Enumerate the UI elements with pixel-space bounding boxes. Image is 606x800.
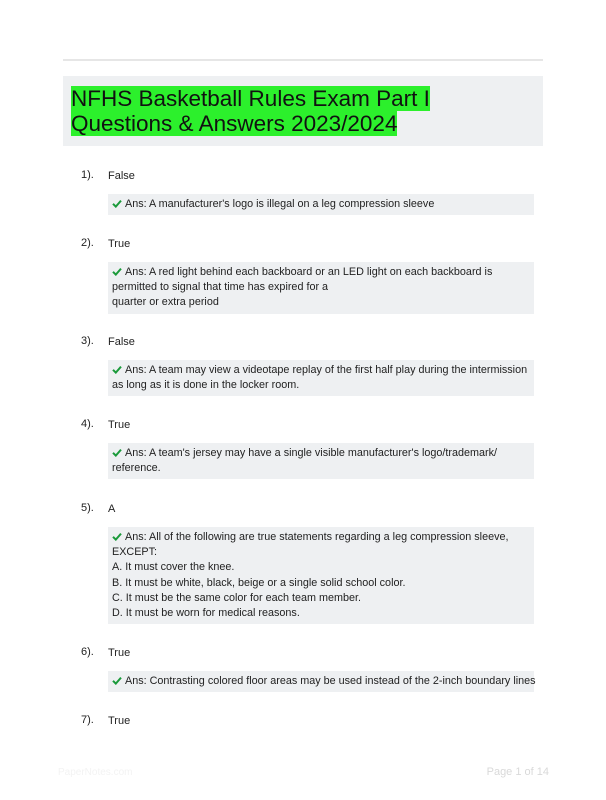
- question-number: 7).: [81, 714, 94, 726]
- checkmark-icon: [112, 365, 122, 374]
- answer-box: [108, 194, 534, 215]
- question-answer: A: [108, 503, 116, 515]
- question-number: 4).: [81, 418, 94, 430]
- answer-line: D. It must be worn for medical reasons.: [112, 607, 300, 620]
- answer-line: Ans: A manufacturer's logo is illegal on a leg compression sleeve: [112, 197, 530, 212]
- checkmark-icon: [112, 676, 122, 685]
- answer-box: [108, 671, 534, 692]
- answer-box: [108, 443, 534, 479]
- answer-box: [108, 262, 534, 314]
- answer-line: permitted to signal that time has expired for a: [112, 281, 329, 294]
- answer-line: as long as it is done in the locker room.: [112, 379, 300, 392]
- answer-line: Ans: Contrasting colored floor areas may be used instead of the 2-inch boundary lines: [112, 674, 530, 689]
- checkmark-icon: [112, 532, 122, 541]
- question-answer: False: [108, 170, 135, 182]
- question-number: 1).: [81, 169, 94, 181]
- question-number: 5).: [81, 502, 94, 514]
- answer-line: reference.: [112, 462, 161, 475]
- top-divider: [63, 59, 543, 61]
- answer-line: quarter or extra period: [112, 296, 219, 309]
- answer-box: [108, 527, 534, 624]
- title-text: NFHS Basketball Rules Exam Part I Questions & Answers 2023/2024: [71, 86, 430, 136]
- question-answer: True: [108, 647, 131, 659]
- page-number: Page 1 of 14: [486, 766, 549, 778]
- checkmark-icon: [112, 448, 122, 457]
- answer-box: [108, 360, 534, 396]
- answer-line: Ans: A team's jersey may have a single visible manufacturer's logo/trademark/: [112, 446, 530, 461]
- question-answer: True: [108, 715, 131, 727]
- answer-line: C. It must be the same color for each team member.: [112, 591, 362, 604]
- answer-line: Ans: A team may view a videotape replay of the first half play during the intermission: [112, 363, 530, 378]
- answer-line: EXCEPT:: [112, 546, 158, 559]
- question-number: 2).: [81, 237, 94, 249]
- checkmark-icon: [112, 199, 122, 208]
- answer-line: A. It must cover the knee.: [112, 561, 235, 574]
- answer-line: Ans: A red light behind each backboard or an LED light on each backboard is: [112, 265, 530, 280]
- question-answer: False: [108, 336, 135, 348]
- question-number: 6).: [81, 646, 94, 658]
- answer-line: Ans: All of the following are true statements regarding a leg compression sleeve,: [112, 530, 530, 545]
- question-number: 3).: [81, 335, 94, 347]
- page-title: [71, 86, 533, 136]
- question-answer: True: [108, 238, 131, 250]
- footer-watermark: PaperNotes.com: [58, 767, 133, 778]
- answer-line: B. It must be white, black, beige or a single solid school color.: [112, 576, 406, 589]
- question-answer: True: [108, 419, 131, 431]
- checkmark-icon: [112, 267, 122, 276]
